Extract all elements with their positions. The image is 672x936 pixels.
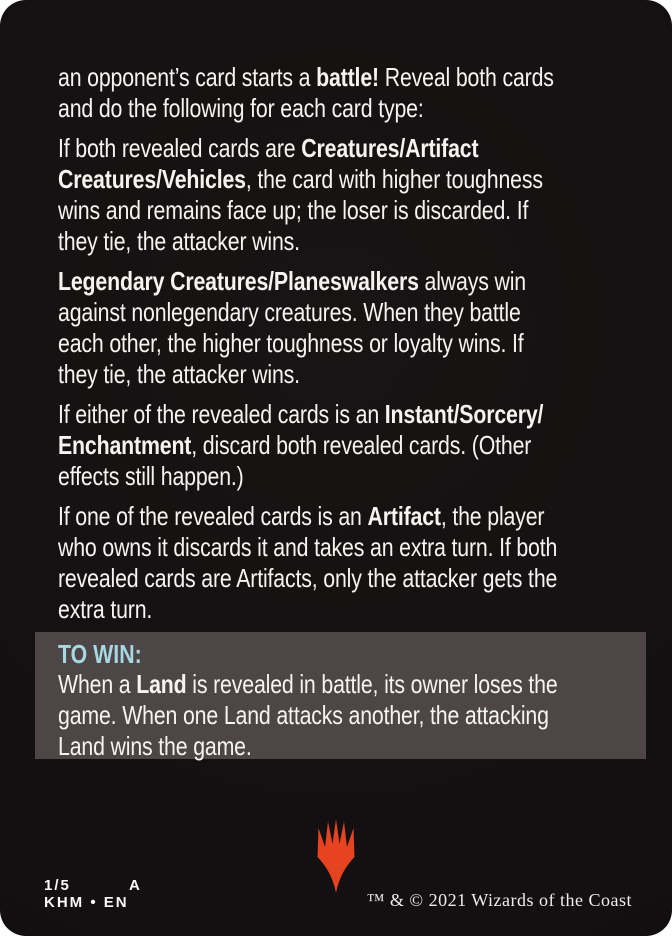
text-segment: an opponent’s card starts a: [58, 62, 317, 92]
text-line: [58, 430, 532, 461]
text-segment-bold: battle!: [316, 62, 379, 92]
text-line: [58, 532, 558, 563]
text-line: [58, 700, 549, 731]
collector-number: 1/5: [44, 877, 71, 894]
text-segment-bold: Artifact: [367, 501, 441, 531]
text-line: [58, 669, 558, 700]
text-segment: If one of the revealed cards is an: [58, 501, 368, 531]
text-segment: If both revealed cards are: [58, 133, 302, 163]
text-segment: game. When one Land attacks another, the attacking: [58, 700, 549, 730]
text-segment: , the card with higher toughness: [245, 164, 543, 194]
text-line: [58, 594, 517, 625]
text-line: [58, 297, 521, 328]
text-segment: extra turn.: [58, 594, 153, 624]
text-line: [58, 164, 543, 195]
to-win-heading: TO WIN:: [58, 639, 142, 669]
text-line: [58, 266, 526, 297]
text-line: [58, 399, 544, 430]
text-segment: each other, the higher toughness or loyalty wins. If: [58, 328, 524, 358]
text-line: [58, 461, 517, 492]
text-line: [58, 563, 558, 594]
text-segment: Reveal both cards: [378, 62, 554, 92]
text-segment: revealed cards are Artifacts, only the attacker gets the: [58, 563, 558, 593]
text-segment: wins and remains face up; the loser is discarded. If: [58, 195, 529, 225]
rules-paragraph: [58, 62, 618, 124]
set-code: KHM • EN: [44, 894, 129, 911]
copyright-text: ™ & © 2021 Wizards of the Coast: [366, 890, 632, 910]
text-segment-bold: Instant/Sorcery/: [384, 399, 544, 429]
text-segment: always win: [418, 266, 526, 296]
text-segment: against nonlegendary creatures. When they battle: [58, 297, 521, 327]
planeswalker-icon-path: [318, 819, 355, 893]
text-segment-bold: Enchantment: [58, 430, 192, 460]
text-segment: is revealed in battle, its owner loses the: [186, 669, 558, 699]
rules-text-block: [58, 62, 618, 634]
rules-paragraph: [58, 133, 618, 257]
text-segment: effects still happen.): [58, 461, 244, 491]
text-segment: who owns it discards it and takes an extra turn. If both: [58, 532, 558, 562]
text-line: [58, 359, 517, 390]
text-line: [58, 226, 517, 257]
text-segment: they tie, the attacker wins.: [58, 226, 300, 256]
text-segment: , discard both revealed cards. (Other: [191, 430, 532, 460]
text-segment: If either of the revealed cards is an: [58, 399, 385, 429]
text-segment-bold: Legendary Creatures/Planeswalkers: [58, 266, 419, 296]
text-segment-bold: Creatures/Vehicles: [58, 164, 246, 194]
rules-paragraph: [58, 501, 618, 625]
text-line: [58, 328, 524, 359]
text-line: [58, 93, 517, 124]
text-line: [58, 62, 554, 93]
rarity-letter: A: [129, 877, 142, 894]
text-segment-bold: Creatures/Artifact: [301, 133, 479, 163]
text-segment: When a: [58, 669, 137, 699]
text-line: [58, 133, 517, 164]
to-win-box: [35, 632, 646, 759]
text-line: [58, 501, 545, 532]
text-segment: , the player: [440, 501, 545, 531]
rules-paragraph: [58, 266, 618, 390]
text-line: [58, 731, 540, 762]
text-segment-bold: Land: [136, 669, 187, 699]
text-segment: and do the following for each card type:: [58, 93, 424, 123]
text-line: [58, 195, 529, 226]
text-segment: they tie, the attacker wins.: [58, 359, 300, 389]
text-segment: Land wins the game.: [58, 731, 252, 761]
rules-paragraph: [58, 399, 618, 492]
planeswalker-icon: [311, 819, 361, 893]
